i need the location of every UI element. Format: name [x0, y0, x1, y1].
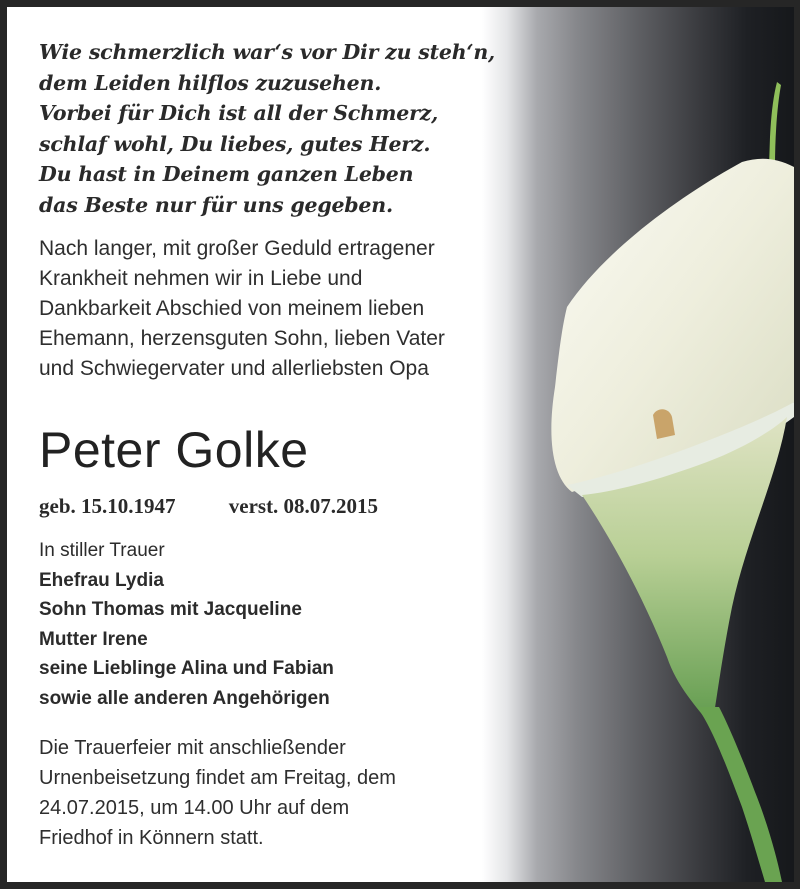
intro-line: und Schwiegervater und allerliebsten Opa	[39, 357, 429, 380]
intro-line: Dankbarkeit Abschied von meinem lieben	[39, 297, 425, 320]
deceased-name: Peter Golke	[39, 422, 309, 478]
birth-date: geb. 15.10.1947	[39, 494, 176, 518]
mourning-lead: In stiller Trauer	[39, 540, 165, 561]
funeral-line: 24.07.2015, um 14.00 Uhr auf dem	[39, 797, 350, 819]
intro-line: Nach langer, mit großer Geduld ertragener	[39, 237, 435, 260]
poem-line: das Beste nur für uns gegeben.	[39, 192, 393, 217]
poem-line: dem Leiden hilflos zuzusehen.	[39, 70, 382, 95]
mourners-list	[39, 536, 539, 713]
poem-line: Du hast in Deinem ganzen Leben	[39, 162, 414, 186]
funeral-line: Urnenbeisetzung findet am Freitag, dem	[39, 767, 396, 789]
intro-line: Ehemann, herzensguten Sohn, lieben Vater	[39, 327, 445, 350]
poem-line: Vorbei für Dich ist all der Schmerz,	[39, 101, 439, 125]
funeral-line: Friedhof in Könnern statt.	[39, 827, 264, 849]
mourner: Sohn Thomas mit Jacqueline	[39, 599, 302, 620]
mourner: seine Lieblinge Alina und Fabian	[39, 658, 334, 679]
death-date: verst. 08.07.2015	[228, 494, 379, 518]
mourner: Mutter Irene	[39, 628, 148, 650]
funeral-info	[39, 733, 539, 853]
notice-text	[39, 37, 539, 853]
intro-paragraph	[39, 234, 539, 384]
life-dates	[39, 492, 539, 520]
mourner: Ehefrau Lydia	[39, 569, 164, 591]
obituary-notice	[7, 7, 794, 882]
mourner: sowie alle anderen Angehörigen	[39, 687, 330, 709]
poem-line: schlaf wohl, Du liebes, gutes Herz.	[39, 131, 431, 156]
intro-line: Krankheit nehmen wir in Liebe und	[39, 267, 363, 290]
poem-line: Wie schmerzlich war‘s vor Dir zu steh‘n,	[39, 40, 495, 64]
poem	[39, 37, 539, 220]
funeral-line: Die Trauerfeier mit anschließender	[39, 737, 346, 759]
